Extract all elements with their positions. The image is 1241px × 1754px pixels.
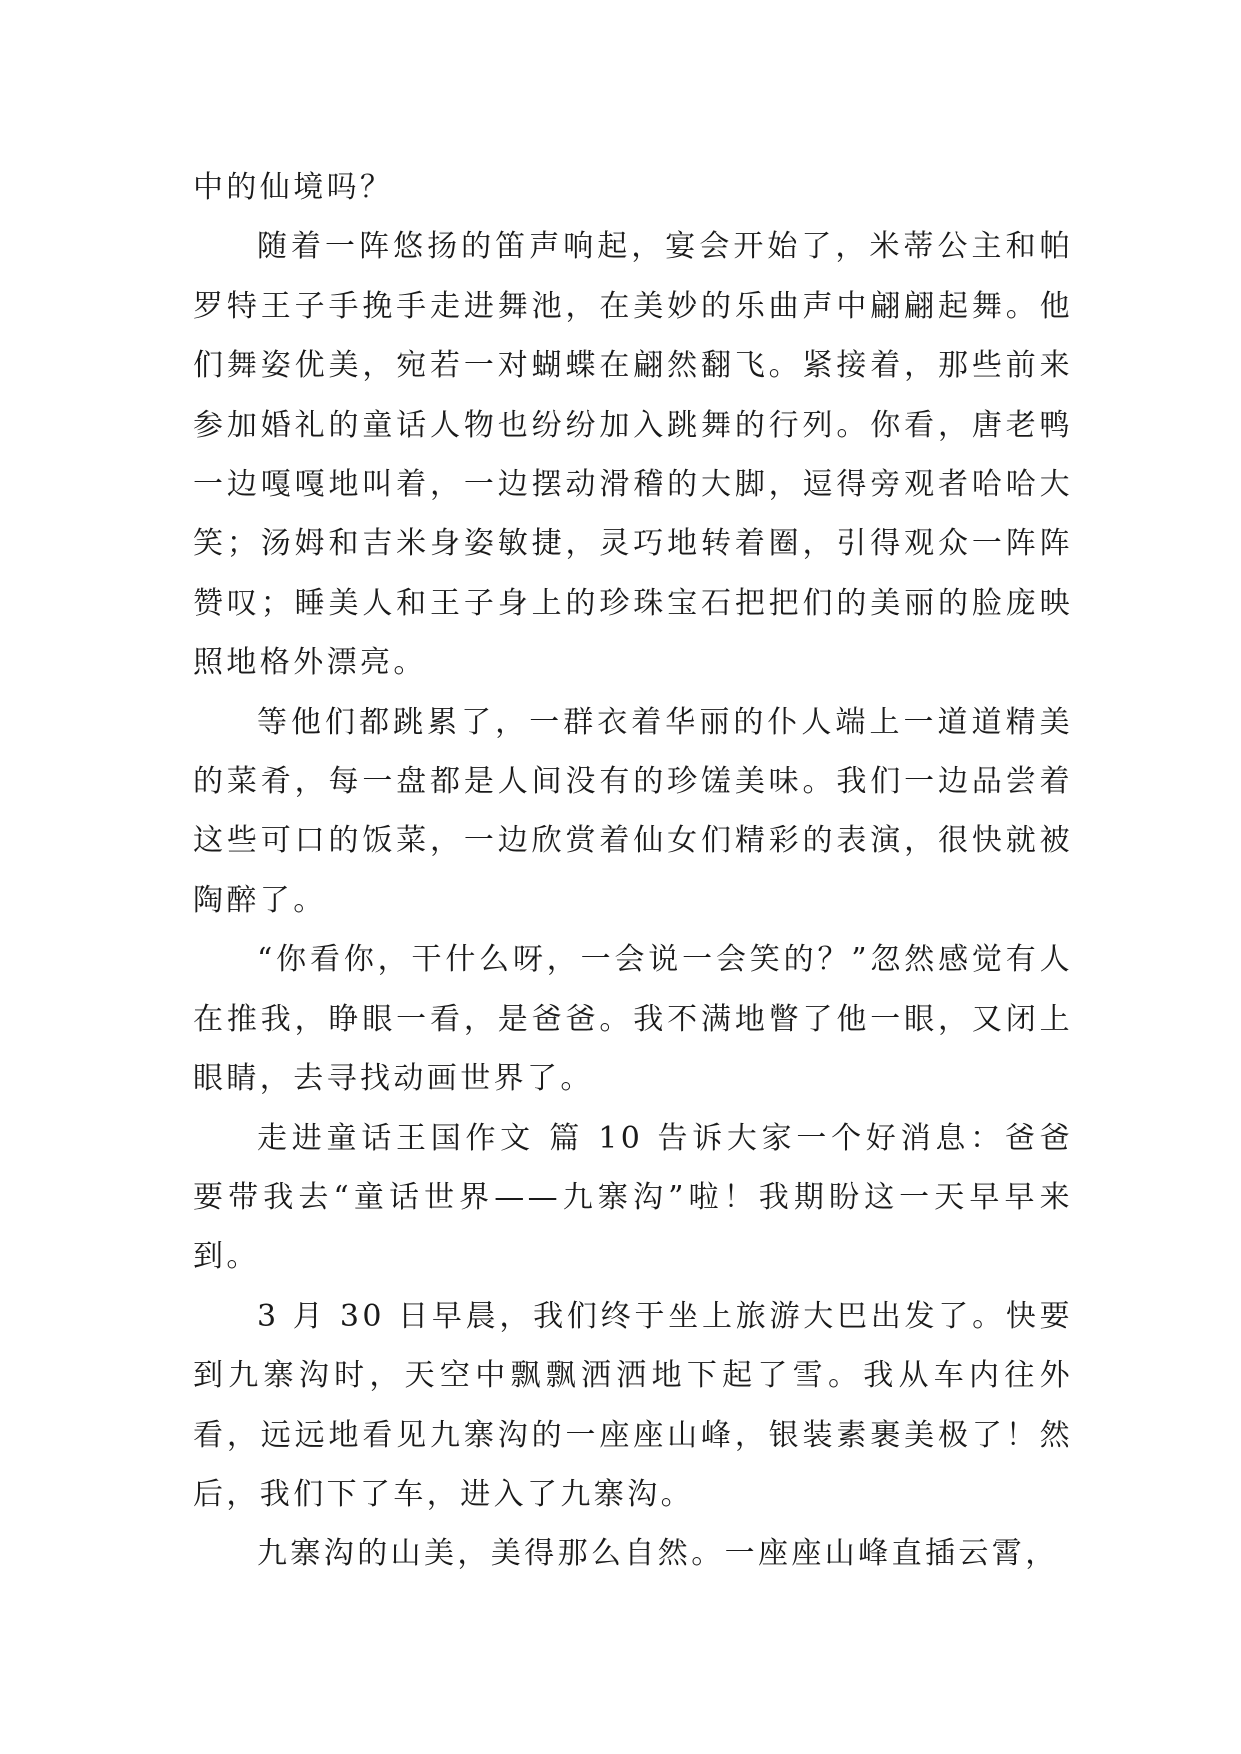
paragraph: 走进童话王国作文 篇 10 告诉大家一个好消息：爸爸要带我去“童话世界——九寨沟”啦！我期盼这一天早早来到。	[193, 1120, 1073, 1275]
paragraph: 随着一阵悠扬的笛声响起，宴会开始了，米蒂公主和帕罗特王子手挽手走进舞池，在美妙的乐曲声中翩翩起舞。他们舞姿优美，宛若一对蝴蝶在翩然翻飞。紧接着，那些前来参加婚礼的童话人物也纷纷加入跳舞的行列。你看，唐老鸭一边嘎嘎地叫着，一边摆动滑稽的大脚，逗得旁观者哈哈大笑；汤姆和吉米身姿敏捷，灵巧地转着圈，引得观众一阵阵赞叹；睡美人和王子身上的珍珠宝石把把们的美丽的脸庞映照地格外漂亮。	[193, 229, 1073, 681]
body-text	[193, 158, 1073, 1584]
paragraph: 九寨沟的山美，美得那么自然。一座座山峰直插云霄，	[257, 1536, 1059, 1572]
paragraph: “你看你，干什么呀，一会说一会笑的？”忽然感觉有人在推我，睁眼一看，是爸爸。我不满地瞥了他一眼，又闭上眼睛，去寻找动画世界了。	[193, 942, 1073, 1097]
paragraph: 中的仙境吗？	[193, 170, 394, 205]
paragraph: 等他们都跳累了，一群衣着华丽的仆人端上一道道精美的菜肴，每一盘都是人间没有的珍馐美味。我们一边品尝着这些可口的饭菜，一边欣赏着仙女们精彩的表演，很快就被陶醉了。	[193, 704, 1073, 918]
paragraph: 3 月 30 日早晨，我们终于坐上旅游大巴出发了。快要到九寨沟时，天空中飘飘洒洒地下起了雪。我从车内往外看，远远地看见九寨沟的一座座山峰，银装素裹美极了！然后，我们下了车，进入了九寨沟。	[193, 1298, 1073, 1512]
